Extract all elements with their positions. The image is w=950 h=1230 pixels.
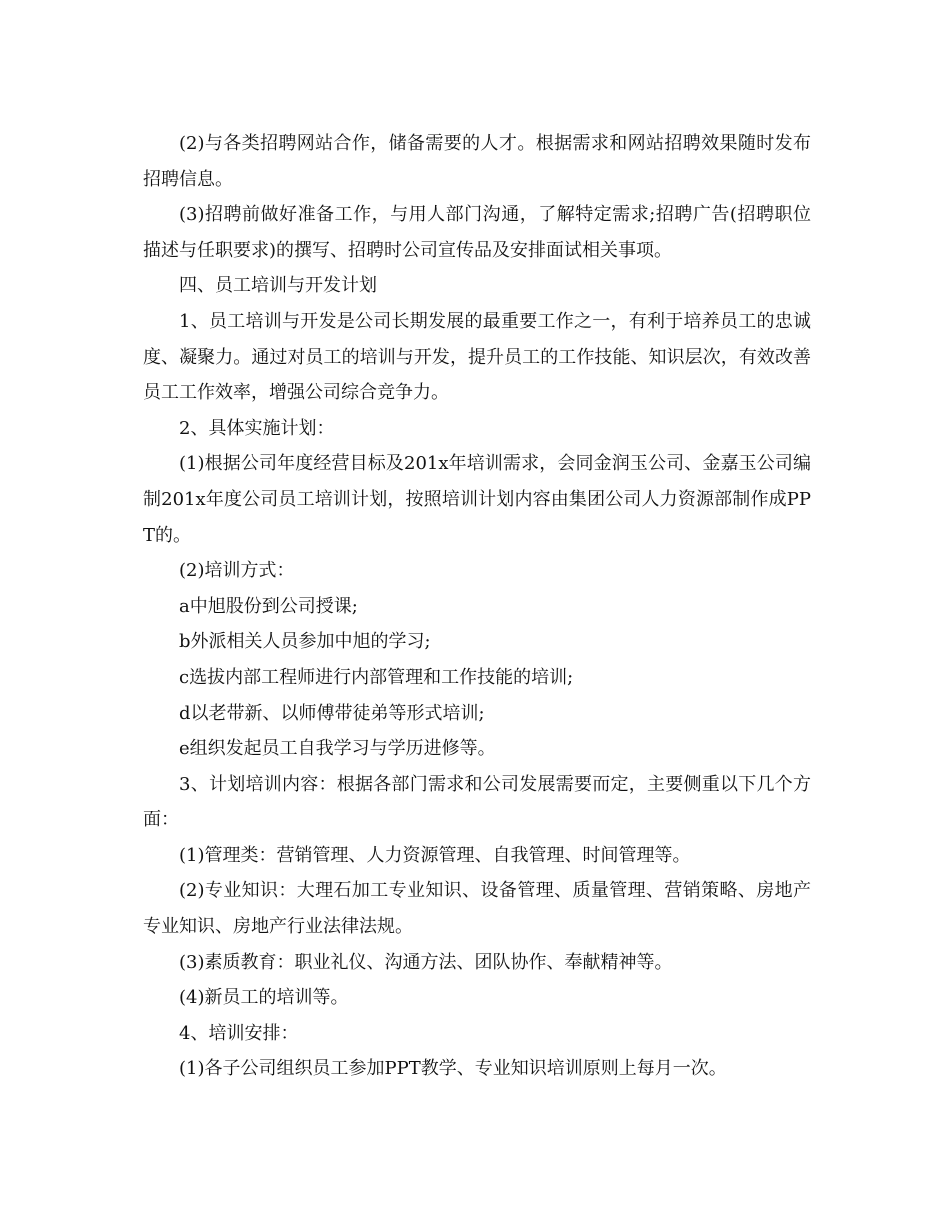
paragraph-training-plan-compile: (1)根据公司年度经营目标及201x年培训需求，会同金润玉公司、金嘉玉公司编制201x年度公司员工培训计划，按照培训计划内容由集团公司人力资源部制作成PPT的。 xyxy=(143,453,811,546)
list-item-monthly-training: (1)各子公司组织员工参加PPT教学、专业知识培训原则上每月一次。 xyxy=(179,1058,727,1080)
list-item-management: (1)管理类：营销管理、人力资源管理、自我管理、时间管理等。 xyxy=(179,844,691,866)
section-heading-training: 四、员工培训与开发计划 xyxy=(179,275,377,297)
list-item-quality-education: (3)素质教育：职业礼仪、沟通方法、团队协作、奉献精神等。 xyxy=(179,951,673,973)
list-item-method-c: c选拔内部工程师进行内部管理和工作技能的培训; xyxy=(179,666,574,688)
paragraph-training-arrangement: 4、培训安排： xyxy=(179,1022,299,1044)
paragraph-implementation-plan: 2、具体实施计划： xyxy=(179,417,335,439)
list-item-method-d: d以老带新、以师傅带徒弟等形式培训; xyxy=(179,702,485,724)
paragraph-recruit-preparation: (3)招聘前做好准备工作，与用人部门沟通，了解特定需求;招聘广告(招聘职位描述与任职要求)的撰写、招聘时公司宣传品及安排面试相关事项。 xyxy=(143,204,811,261)
list-item-method-e: e组织发起员工自我学习与学历进修等。 xyxy=(179,738,496,760)
paragraph-recruit-websites: (2)与各类招聘网站合作，储备需要的人才。根据需求和网站招聘效果随时发布招聘信息。 xyxy=(143,133,811,190)
list-item-method-b: b外派相关人员参加中旭的学习; xyxy=(179,631,431,653)
document-body xyxy=(143,126,811,1087)
list-item-method-a: a中旭股份到公司授课; xyxy=(179,595,358,617)
list-item-professional-knowledge: (2)专业知识：大理石加工专业知识、设备管理、质量管理、营销策略、房地产专业知识、房地产行业法律法规。 xyxy=(143,880,811,938)
paragraph-training-content: 3、计划培训内容：根据各部门需求和公司发展需要而定，主要侧重以下几个方面： xyxy=(143,773,811,831)
paragraph-training-importance: 1、员工培训与开发是公司长期发展的最重要工作之一，有利于培养员工的忠诚度、凝聚力。通过对员工的培训与开发，提升员工的工作技能、知识层次，有效改善员工工作效率，增强公司综合竞争力。 xyxy=(143,310,811,404)
list-item-new-employee: (4)新员工的培训等。 xyxy=(179,987,349,1009)
paragraph-training-methods: (2)培训方式： xyxy=(179,560,295,582)
